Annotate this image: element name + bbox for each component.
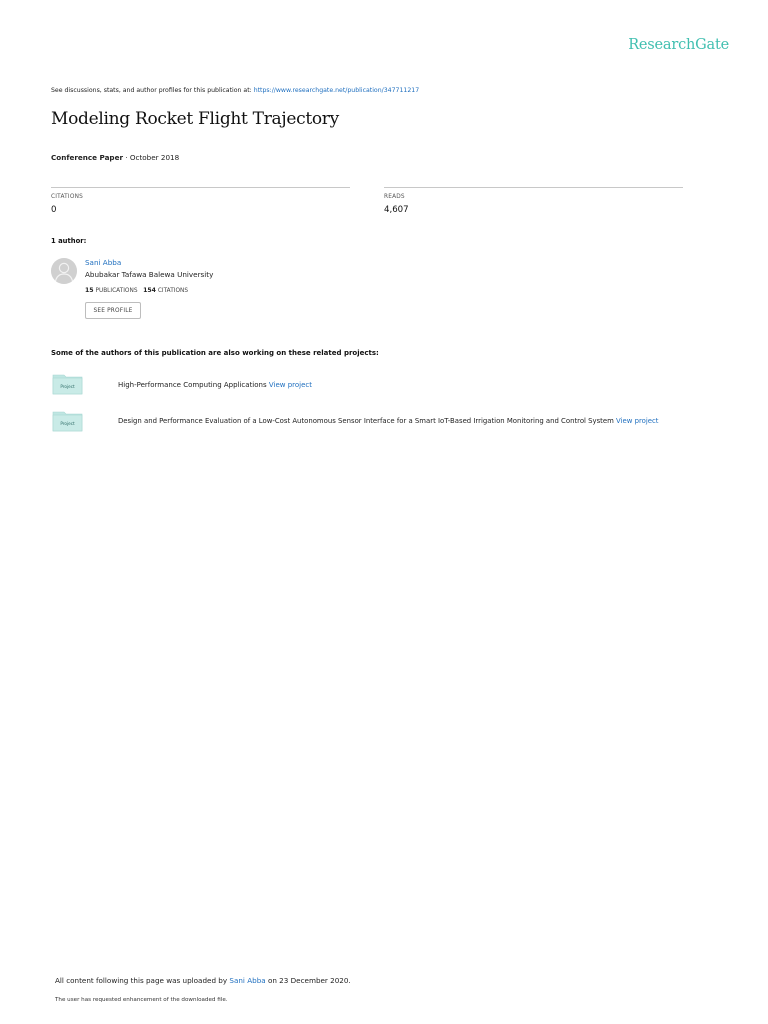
discussion-line — [51, 87, 419, 94]
citations-divider — [51, 187, 350, 188]
enhancement-note: The user has requested enhancement of the downloaded file. — [55, 997, 228, 1003]
publication-title: Modeling Rocket Flight Trajectory — [51, 109, 339, 129]
publications-label: PUBLICATIONS — [95, 288, 138, 294]
upload-prefix: All content following this page was uploaded by — [55, 976, 230, 985]
user-silhouette-icon — [51, 258, 77, 284]
project-icon-label: Project — [60, 384, 75, 389]
publication-url-link[interactable]: https://www.researchgate.net/publication/347711217 — [253, 87, 420, 94]
project-title: Design and Performance Evaluation of a Low-Cost Autonomous Sensor Interface for a Smart IoT-Based Irrigation Monitoring and Control System — [118, 417, 614, 425]
reads-divider — [384, 187, 683, 188]
uploader-link[interactable]: Sani Abba — [229, 976, 266, 985]
author-citations-label: CITATIONS — [157, 288, 189, 294]
related-projects-heading: Some of the authors of this publication are also working on these related projects: — [51, 349, 379, 357]
reads-value: 4,607 — [384, 205, 409, 215]
author-avatar[interactable] — [51, 258, 77, 284]
meta-separator: · — [123, 153, 130, 162]
upload-suffix: on 23 December 2020. — [265, 976, 351, 985]
project-item — [118, 381, 312, 389]
publication-type: Conference Paper — [51, 153, 123, 162]
project-title: High-Performance Computing Applications — [118, 381, 267, 389]
project-item — [118, 417, 659, 425]
citations-label: CITATIONS — [51, 194, 83, 200]
view-project-link[interactable]: View project — [616, 417, 659, 425]
discussion-prefix: See discussions, stats, and author profiles for this publication at: — [51, 87, 254, 94]
citations-value: 0 — [51, 205, 57, 215]
publications-count: 15 — [85, 287, 94, 294]
upload-notice — [55, 976, 351, 985]
researchgate-logo[interactable]: ResearchGate — [628, 37, 729, 53]
publication-date: October 2018 — [129, 153, 180, 162]
author-name-link[interactable]: Sani Abba — [85, 258, 122, 267]
project-folder-icon — [52, 373, 83, 395]
project-folder-icon — [52, 410, 83, 432]
author-affiliation: Abubakar Tafawa Balewa University — [85, 270, 214, 279]
reads-label: READS — [384, 194, 405, 200]
see-profile-button[interactable]: SEE PROFILE — [85, 302, 141, 319]
author-counts — [85, 287, 188, 294]
publication-meta — [51, 153, 179, 162]
author-citations-count: 154 — [143, 287, 156, 294]
view-project-link[interactable]: View project — [268, 381, 312, 389]
project-icon-label: Project — [60, 421, 75, 426]
authors-heading: 1 author: — [51, 237, 87, 245]
